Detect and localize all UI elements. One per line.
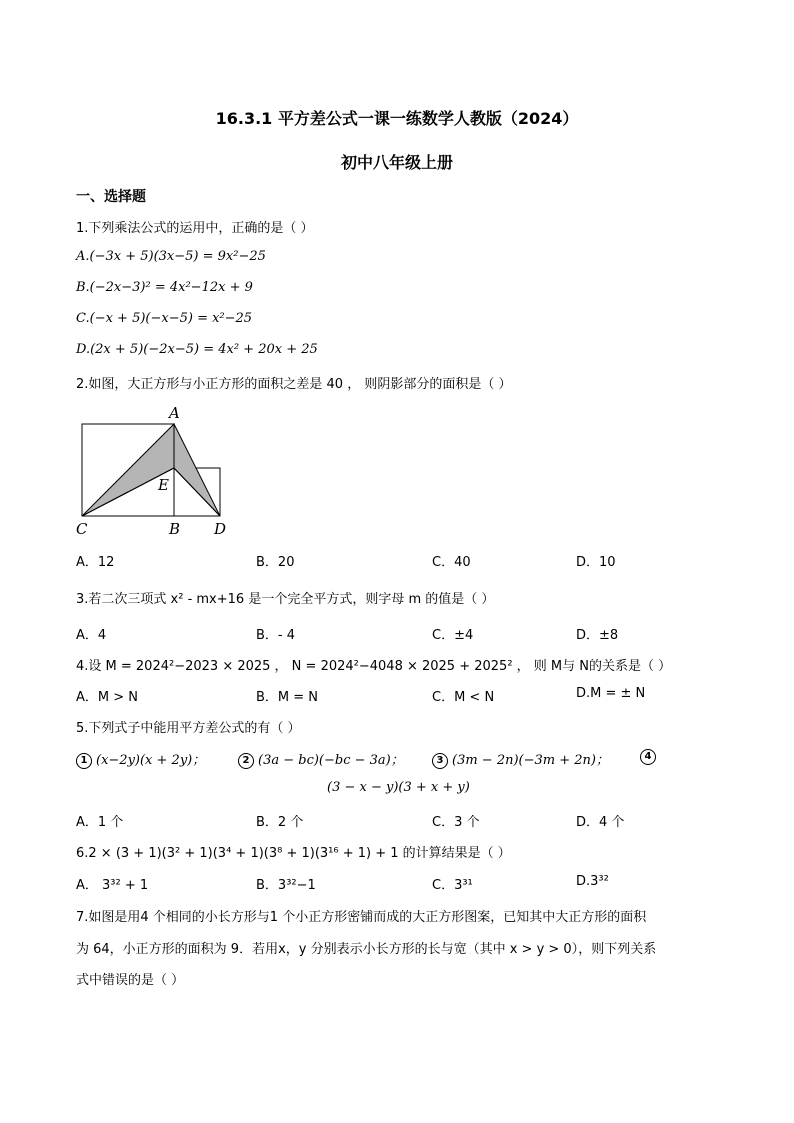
point-label-d: D — [214, 520, 227, 538]
question-1-option-d: D.(2x + 5)(−2x−5) = 4x² + 20x + 25 — [76, 342, 318, 357]
question-6-option-b: B．3³²−1 — [256, 878, 316, 893]
circled-number-1: 1 — [76, 753, 92, 769]
question-5-item-1 — [76, 749, 205, 769]
point-label-e: E — [158, 476, 169, 494]
question-1-option-a: A.(−3x + 5)(3x−5) = 9x²−25 — [76, 249, 266, 264]
question-2-option-d: D．10 — [576, 555, 616, 570]
question-5-option-a: A．1 个 — [76, 815, 124, 830]
question-4-option-c: C．M < N — [432, 690, 495, 705]
question-5-item-4-expression: (3 − x − y)(3 + x + y) — [327, 780, 470, 795]
question-1-option-c: C.(−x + 5)(−x−5) = x²−25 — [76, 311, 253, 326]
question-5-item-4 — [640, 749, 660, 765]
question-7-line-2: 为 64，小正方形的面积为 9．若用x，y 分别表示小长方形的长与宽（其中 x > y > 0），则下列关系 — [76, 942, 657, 957]
question-7-line-3: 式中错误的是（ ） — [76, 973, 185, 988]
circled-number-4: 4 — [640, 749, 656, 765]
question-6-option-a: A． 3³² + 1 — [76, 878, 149, 893]
section-heading: 一、选择题 — [76, 189, 146, 205]
item-1-expression: (x−2y)(x + 2y)； — [96, 753, 206, 768]
question-5-option-d: D．4 个 — [576, 815, 625, 830]
page-title: 16.3.1 平方差公式一课一练数学人教版（2024） — [215, 109, 579, 128]
question-3-stem: 3.若二次三项式 x² - mx+16 是一个完全平方式，则字母 m 的值是（ ） — [76, 592, 495, 607]
question-1-option-b: B.(−2x−3)² = 4x²−12x + 9 — [76, 280, 253, 295]
question-3-option-d: D．±8 — [576, 628, 619, 643]
question-7-line-1: 7.如图是用4 个相同的小长方形与1 个小正方形密铺而成的大正方形图案，已知其中大正方形的面积 — [76, 910, 647, 925]
question-3-option-b: B．- 4 — [256, 628, 296, 643]
question-5-option-c: C．3 个 — [432, 815, 480, 830]
question-2-option-a: A．12 — [76, 555, 115, 570]
item-2-expression: (3a − bc)(−bc − 3a)； — [258, 753, 404, 768]
question-5-option-b: B．2 个 — [256, 815, 304, 830]
question-2-option-b: B．20 — [256, 555, 295, 570]
question-5-stem: 5.下列式子中能用平方差公式的有（ ） — [76, 721, 301, 736]
question-4-option-a: A．M > N — [76, 690, 138, 705]
question-6-stem: 6.2 × (3 + 1)(3² + 1)(3⁴ + 1)(3⁸ + 1)(3¹⁶ + 1) + 1 的计算结果是（ ） — [76, 846, 511, 861]
question-5-item-3 — [432, 749, 609, 769]
question-4-option-b: B．M = N — [256, 690, 319, 705]
circled-number-3: 3 — [432, 753, 448, 769]
page-subtitle: 初中八年级上册 — [340, 153, 453, 172]
question-3-option-c: C．±4 — [432, 628, 474, 643]
question-2-figure — [70, 400, 240, 540]
point-label-c: C — [76, 520, 88, 538]
question-6-option-d: D.3³² — [576, 874, 609, 889]
circled-number-2: 2 — [238, 753, 254, 769]
question-6-option-c: C．3³¹ — [432, 878, 473, 893]
question-5-item-2 — [238, 749, 404, 769]
question-1-stem: 1.下列乘法公式的运用中，正确的是（ ） — [76, 221, 314, 236]
question-3-option-a: A．4 — [76, 628, 107, 643]
shaded-triangle-right — [174, 424, 220, 516]
point-label-a: A — [169, 404, 180, 422]
question-4-stem: 4.设 M = 2024²−2023 × 2025 ， N = 2024²−4048 × 2025 + 2025² ， 则 M与 N的关系是（ ） — [76, 659, 672, 674]
point-label-b: B — [169, 520, 181, 538]
question-2-stem: 2.如图，大正方形与小正方形的面积之差是 40 ， 则阴影部分的面积是（ ） — [76, 377, 512, 392]
shaded-triangle-left — [82, 424, 174, 516]
item-3-expression: (3m − 2n)(−3m + 2n)； — [452, 753, 609, 768]
question-4-option-d: D.M = ± N — [576, 686, 646, 701]
question-2-option-c: C．40 — [432, 555, 471, 570]
